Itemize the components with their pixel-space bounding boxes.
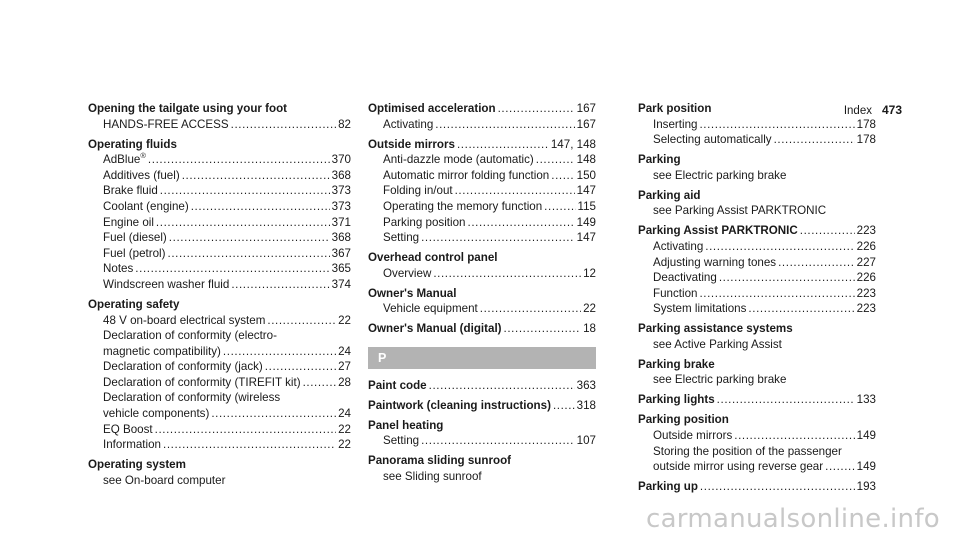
index-entry [88,137,351,293]
subentry-line[interactable] [368,117,596,133]
subentry-text [653,286,697,302]
subentry-text [383,301,478,317]
subentry-text [653,132,772,148]
subentry-line[interactable] [88,437,351,453]
subentry-page: 150 [576,168,596,182]
entry-page: 18 [583,322,596,336]
subentry-text [653,428,732,444]
index-entry [638,479,876,495]
subentry-label: see Electric parking brake [653,168,787,182]
leader-dots [699,117,854,133]
subentry-page: 374 [331,277,351,291]
leader-dots [553,398,575,414]
index-entry [88,297,351,453]
subentry-page: 368 [331,168,351,182]
entry-page: 223 [856,224,876,238]
index-entry-heading[interactable] [368,321,596,337]
subentry-label: Selecting automatically [653,133,772,147]
entry-title: Parking position [638,413,729,427]
entry-title: Parking assistance systems [638,322,793,336]
subentry-line[interactable] [88,359,351,375]
subentry-page: 115 [577,199,596,213]
index-entry [638,188,876,219]
subentry-line[interactable] [88,246,351,262]
subentry-page: 178 [856,133,876,147]
subentry-line[interactable] [88,199,351,215]
entry-title: Parking brake [638,357,715,371]
subentry-line[interactable] [368,301,596,317]
index-entry [368,137,596,246]
entry-title: Operating safety [88,297,180,311]
leader-dots [421,433,575,449]
index-entry-heading[interactable] [88,457,351,473]
subentry-text [103,437,161,453]
subentry-text [103,230,167,246]
subentry-line[interactable] [88,277,351,293]
entry-page: 133 [856,393,876,407]
index-entry-heading[interactable] [638,392,876,408]
index-entry-heading[interactable] [638,321,876,337]
subentry-line[interactable] [638,203,876,219]
subentry-text [653,168,786,184]
index-entry [638,101,876,148]
index-entry [638,152,876,183]
leader-dots [778,255,855,271]
index-entry-heading[interactable] [368,398,596,414]
subentry-line[interactable] [88,422,351,438]
leader-dots [544,199,575,215]
entry-title: Parking up [638,480,698,494]
subentry-line[interactable] [368,199,596,215]
index-entry-heading[interactable] [368,378,596,394]
entry-title: Overhead control panel [368,251,498,265]
subentry-label: Setting [383,434,420,448]
index-entry-heading[interactable] [638,479,876,495]
subentry-text [383,469,482,485]
subentry-page: 147 [576,231,596,245]
subentry-text [383,230,419,246]
subentry-page: 12 [583,266,596,280]
subentry-text [653,337,782,353]
subentry-page: 167 [576,117,596,131]
subentry-page: 223 [856,302,876,316]
subentry-label: Fuel (diesel) [103,231,167,245]
subentry-line[interactable] [638,132,876,148]
watermark: carmanualsonline.info [645,504,940,534]
subentry-text [103,277,229,293]
subentry-page: 82 [338,117,351,131]
leader-dots [480,301,581,317]
subentry-page: 149 [856,460,876,474]
subentry-text [383,215,466,231]
subentry-page: 367 [331,246,351,260]
subentry-label: Function [653,286,698,300]
subentry-text: Storing the position of the passenger [653,444,842,458]
subentry-page: 147 [576,184,596,198]
subentry-line[interactable] [638,270,876,286]
subentry-page: 28 [338,375,351,389]
entry-title: Parking Assist PARKTRONIC [638,224,798,238]
subentry-text [653,255,776,271]
subentry-line[interactable] [88,313,351,329]
subentry-line[interactable] [368,469,596,485]
index-entry [368,286,596,317]
leader-dots [748,301,854,317]
index-entry-heading[interactable] [368,250,596,266]
entry-title: Parking lights [638,393,715,407]
page-number: 473 [881,103,902,117]
index-entry-heading[interactable] [638,152,876,168]
subentry-label: see Parking Assist PARKTRONIC [653,204,827,218]
subentry-label: Additives (fuel) [103,168,180,182]
subentry-line[interactable] [88,473,351,489]
leader-dots [169,230,330,246]
entry-title: Owner's Manual (digital) [368,322,502,336]
subentry-label: see Sliding sunroof [383,470,482,484]
leader-dots [267,313,336,329]
subentry-line[interactable] [88,117,351,133]
subentry-text [103,313,265,329]
leader-dots [182,168,330,184]
index-entry-heading[interactable] [88,137,351,153]
subentry-label: Activating [653,239,704,253]
subentry-label: Setting [383,231,420,245]
subentry-line[interactable] [368,168,596,184]
leader-dots [699,286,854,302]
subentry-line[interactable] [638,255,876,271]
subentry-label: Outside mirrors [653,429,733,443]
subentry-page: 226 [856,271,876,285]
subentry-text [383,117,433,133]
subentry-text [103,422,153,438]
index-entry [88,101,351,132]
leader-dots [800,223,855,239]
subentry-page: 373 [331,199,351,213]
subentry-label: 48 V on-board electrical system [103,313,266,327]
subentry-line[interactable] [638,239,876,255]
subentry-line[interactable] [88,261,351,277]
subentry-page: 149 [856,429,876,443]
subentry-line[interactable] [88,390,351,406]
index-entry-heading[interactable] [368,418,596,434]
leader-dots [536,152,575,168]
subentry-page: 27 [338,360,351,374]
subentry-line[interactable] [638,168,876,184]
subentry-text [103,152,146,168]
subentry-line[interactable] [88,152,351,168]
subentry-text-continued: outside mirror using reverse gear [653,460,824,474]
leader-dots [231,277,329,293]
subentry-text [103,473,225,489]
subentry-text [103,215,154,231]
subentry-text [103,375,301,391]
subentry-text: Declaration of conformity (electro- [103,329,277,343]
subentry-label: Windscreen washer fluid [103,277,230,291]
subentry-text [653,239,703,255]
trademark-symbol: ® [140,151,146,161]
subentry-page: 368 [331,231,351,245]
subentry-label: see Active Parking Assist [653,337,782,351]
subentry-label: Declaration of conformity (jack) [103,360,263,374]
subentry-line[interactable] [368,433,596,449]
subentry-page: 22 [338,422,351,436]
leader-dots [774,132,855,148]
subentry-text [103,246,166,262]
index-entry [638,392,876,408]
subentry-line[interactable] [88,168,351,184]
subentry-label: Notes [103,262,134,276]
entry-title: Operating fluids [88,137,177,151]
subentry-text: Declaration of conformity (wireless [103,391,281,405]
subentry-label: Inserting [653,117,698,131]
subentry-line[interactable] [368,266,596,282]
index-entry-heading[interactable] [88,101,351,117]
subentry-text [383,168,549,184]
leader-dots [231,117,336,133]
subentry-label: Brake fluid [103,184,158,198]
subentry-label: System limitations [653,302,747,316]
entry-title: Paintwork (cleaning instructions) [368,398,551,412]
subentry-page: 148 [576,153,596,167]
subentry-page: 22 [583,302,596,316]
entry-title: Panel heating [368,418,444,432]
index-entry [368,101,596,132]
entry-page: 193 [856,480,876,494]
subentry-text [103,183,158,199]
index-entry-heading[interactable] [368,137,596,153]
subentry-text [383,266,431,282]
index-entry-heading[interactable] [638,357,876,373]
leader-dots [148,152,330,168]
subentry-text [383,152,534,168]
entry-title: Parking aid [638,188,701,202]
leader-dots [734,428,854,444]
leader-dots [498,101,575,117]
subentry-label: Folding in/out [383,184,453,198]
index-entry-heading[interactable] [368,101,596,117]
leader-dots [468,215,575,231]
subentry-text [383,183,453,199]
index-entry [638,412,876,474]
subentry-text [653,372,786,388]
subentry-page: 223 [856,286,876,300]
entry-page: 147, 148 [550,137,596,151]
subentry-text-continued: vehicle components) [103,407,210,421]
subentry-text [653,270,717,286]
subentry-text [103,168,180,184]
subentry-text [653,203,826,219]
subentry-label: Fuel (petrol) [103,246,166,260]
subentry-page: 24 [338,407,351,421]
leader-dots [825,459,855,475]
subentry-label: see Electric parking brake [653,373,787,387]
subentry-text [103,359,263,375]
leader-dots [211,406,336,422]
subentry-text [103,117,229,133]
leader-dots [223,344,336,360]
leader-dots [429,378,575,394]
leader-dots [160,183,330,199]
subentry-text [383,199,542,215]
subentry-line[interactable] [368,230,596,246]
subentry-line[interactable] [88,406,351,422]
leader-dots [719,270,855,286]
leader-dots [135,261,329,277]
subentry-line[interactable] [88,230,351,246]
entry-title: Owner's Manual [368,286,457,300]
subentry-page: 22 [338,313,351,327]
leader-dots [717,392,855,408]
subentry-line[interactable] [638,117,876,133]
leader-dots [191,199,330,215]
index-entry [638,321,876,352]
subentry-page: 373 [331,184,351,198]
subentry-text [103,261,133,277]
index-entry-heading[interactable] [368,286,596,302]
subentry-page: 370 [331,153,351,167]
subentry-page: 22 [338,438,351,452]
subentry-page: 226 [856,239,876,253]
subentry-label: Information [103,438,161,452]
entry-title: Paint code [368,378,427,392]
subentry-page: 178 [856,117,876,131]
leader-dots [421,230,575,246]
subentry-label: Deactivating [653,271,717,285]
subentry-page: 227 [856,255,876,269]
subentry-label: Declaration of conformity (TIREFIT kit) [103,375,301,389]
subentry-line[interactable] [638,444,876,460]
subentry-label: Engine oil [103,215,154,229]
subentry-line[interactable] [88,215,351,231]
index-column-1 [88,101,351,488]
subentry-text [103,199,189,215]
index-entry [368,378,596,394]
subentry-text-continued: magnetic compatibility) [103,344,221,358]
subentry-line[interactable] [368,152,596,168]
subentry-text [653,117,697,133]
index-entry [368,398,596,414]
subentry-page: 365 [331,262,351,276]
subentry-line[interactable] [88,375,351,391]
subentry-line[interactable] [638,428,876,444]
entry-page: 318 [576,398,596,412]
index-entry [368,453,596,484]
subentry-label: Activating [383,117,434,131]
leader-dots [155,422,336,438]
subentry-label: AdBlue [103,153,141,167]
leader-dots [457,137,549,153]
entry-title: Parking [638,153,681,167]
leader-dots [433,266,581,282]
index-entry [638,357,876,388]
subentry-label: Adjusting warning tones [653,255,777,269]
subentry-label: Coolant (engine) [103,199,189,213]
subentry-page: 24 [338,344,351,358]
entry-title: Park position [638,102,712,115]
leader-dots [156,215,330,231]
subentry-label: EQ Boost [103,422,153,436]
index-entry [88,457,351,488]
index-entry-heading[interactable] [638,412,876,428]
index-entry-heading[interactable] [88,297,351,313]
subentry-label: Operating the memory function [383,199,543,213]
index-entry-heading[interactable] [638,101,876,117]
index-entry-heading[interactable] [368,453,596,469]
index-entry [368,418,596,449]
subentry-label: see On-board computer [103,473,226,487]
section-letter: P [368,347,596,369]
leader-dots [700,479,855,495]
leader-dots [504,321,582,337]
subentry-text [653,301,746,317]
entry-page: 167 [576,102,596,115]
subentry-label: HANDS-FREE ACCESS [103,117,229,131]
subentry-page: 107 [576,434,596,448]
subentry-label: Parking position [383,215,466,229]
subentry-page: 149 [576,215,596,229]
subentry-line[interactable] [638,337,876,353]
leader-dots [265,359,336,375]
leader-dots [303,375,337,391]
entry-title: Panorama sliding sunroof [368,454,512,468]
subentry-line[interactable] [368,215,596,231]
subentry-line[interactable] [638,372,876,388]
entry-title: Operating system [88,458,186,472]
subentry-line[interactable] [88,344,351,360]
subentry-line[interactable] [368,183,596,199]
leader-dots [163,437,336,453]
subentry-line[interactable] [638,459,876,475]
subentry-line[interactable] [638,286,876,302]
index-column-3 [638,101,876,495]
subentry-label: Overview [383,266,432,280]
section-label: Index [843,105,872,117]
index-entry-heading[interactable] [638,223,876,239]
index-entry [368,250,596,281]
subentry-line[interactable] [88,183,351,199]
index-entry [638,223,876,317]
leader-dots [455,183,575,199]
entry-page: 363 [576,378,596,392]
subentry-text [383,433,419,449]
subentry-label: Anti-dazzle mode (automatic) [383,153,534,167]
index-entry-heading[interactable] [638,188,876,204]
index-entry [368,321,596,337]
subentry-line[interactable] [638,301,876,317]
leader-dots [435,117,574,133]
leader-dots [168,246,330,262]
subentry-label: Vehicle equipment [383,302,478,316]
subentry-page: 371 [331,215,351,229]
index-column-2 [368,101,596,485]
entry-title: Optimised acceleration [368,102,496,115]
entry-title: Opening the tailgate using your foot [88,102,288,115]
subentry-line[interactable] [88,328,351,344]
entry-title: Outside mirrors [368,137,455,151]
subentry-label: Automatic mirror folding function [383,168,550,182]
leader-dots [705,239,854,255]
leader-dots [551,168,574,184]
